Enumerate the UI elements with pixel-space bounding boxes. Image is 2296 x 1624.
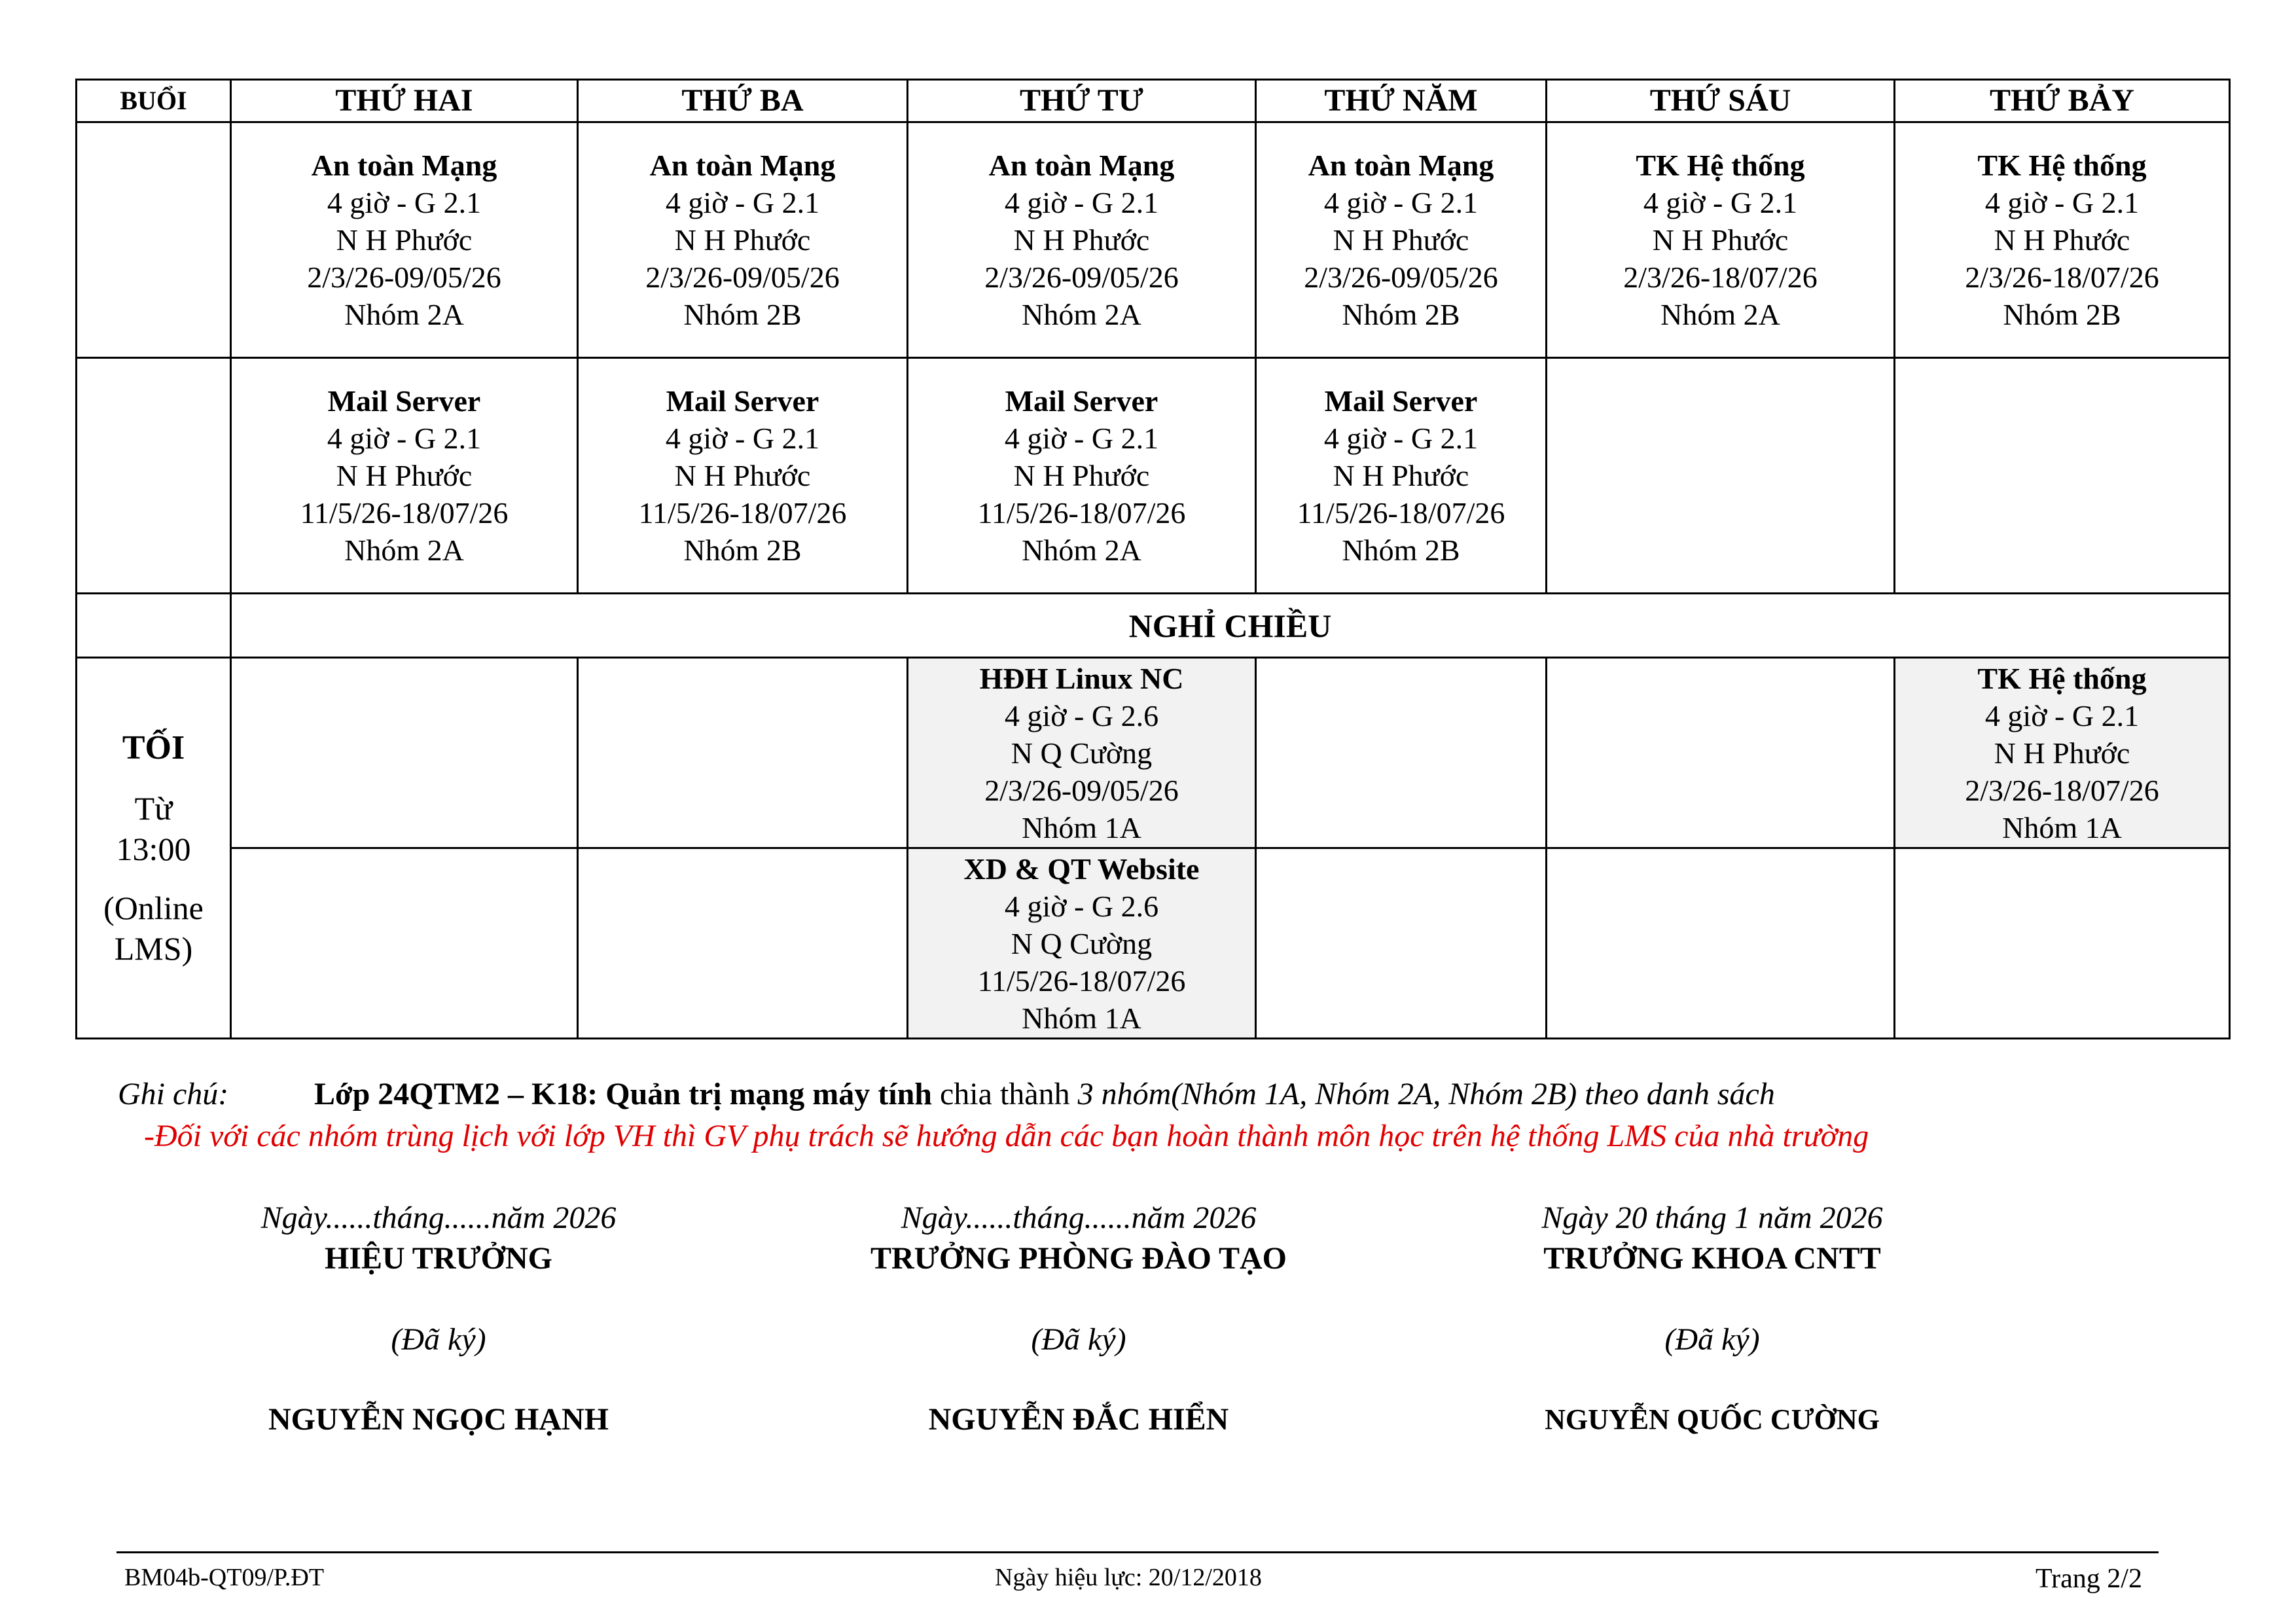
header-tuesday: THỨ BA — [578, 80, 908, 122]
form-code: BM04b-QT09/P.ĐT — [124, 1564, 325, 1591]
signature-date: Ngày......tháng......năm 2026 — [260, 1200, 617, 1235]
teacher: N H Phước — [1994, 223, 2130, 257]
signature-signed: (Đã ký) — [391, 1322, 486, 1357]
class-cell — [231, 358, 578, 594]
lms-note: -Đối với các nhóm trùng lịch với lớp VH thì GV phụ trách sẽ hướng dẫn các bạn hoàn thành môn học trên hệ thống LMS của nhà trường — [144, 1119, 1869, 1153]
subject: An toàn Mạng — [311, 149, 497, 182]
teacher: N H Phước — [336, 459, 473, 492]
effective-date: Ngày hiệu lực: 20/12/2018 — [995, 1564, 1262, 1591]
header-thursday: THỨ NĂM — [1256, 80, 1547, 122]
group: Nhóm 2B — [1342, 533, 1460, 567]
header-saturday: THỨ BẢY — [1895, 80, 2230, 122]
signature-block-faculty — [1385, 1198, 2039, 1440]
date-range: 11/5/26-18/07/26 — [300, 496, 509, 530]
teacher: N Q Cường — [1011, 926, 1153, 960]
evening-title: TỐI — [122, 729, 185, 767]
date-range: 2/3/26-09/05/26 — [1304, 261, 1498, 294]
subject: TK Hệ thống — [1977, 149, 2147, 182]
group: Nhóm 2A — [344, 298, 464, 331]
subject: An toàn Mạng — [1308, 149, 1494, 182]
class-cell — [1895, 658, 2230, 848]
subject: HĐH Linux NC — [979, 661, 1184, 695]
date-range: 2/3/26-09/05/26 — [984, 261, 1179, 294]
date-range: 2/3/26-18/07/26 — [1965, 773, 2159, 807]
notes-section — [118, 1074, 2245, 1157]
hours-room: 4 giờ - G 2.6 — [1004, 889, 1159, 923]
class-cell — [908, 122, 1256, 358]
hours-room: 4 giờ - G 2.1 — [1643, 186, 1798, 219]
hours-room: 4 giờ - G 2.1 — [1984, 186, 2140, 219]
afternoon-break-label: NGHỈ CHIỀU — [231, 594, 2230, 658]
header-friday: THỨ SÁU — [1547, 80, 1895, 122]
class-cell — [1895, 122, 2230, 358]
date-range: 11/5/26-18/07/26 — [977, 964, 1186, 998]
class-name: Lớp 24QTM2 – K18: Quản trị mạng máy tính — [314, 1077, 932, 1111]
teacher: N H Phước — [1013, 223, 1150, 257]
empty-cell — [231, 848, 578, 1039]
group: Nhóm 2A — [1022, 533, 1141, 567]
class-cell — [1547, 122, 1895, 358]
class-cell — [578, 358, 908, 594]
subject: An toàn Mạng — [988, 149, 1175, 182]
group: Nhóm 1A — [2002, 810, 2122, 844]
empty-cell — [1547, 358, 1895, 594]
evening-from: Từ — [134, 789, 173, 827]
hours-room: 4 giờ - G 2.1 — [327, 422, 482, 455]
date-range: 11/5/26-18/07/26 — [638, 496, 847, 530]
evening-lms: LMS) — [114, 929, 193, 967]
signature-signed: (Đã ký) — [1664, 1322, 1760, 1357]
group: Nhóm 2B — [683, 533, 802, 567]
morning-row-2 — [77, 358, 2230, 594]
signature-name: NGUYỄN ĐẮC HIỂN — [928, 1402, 1229, 1437]
evening-row-1 — [77, 658, 2230, 848]
class-cell — [908, 658, 1256, 848]
group: Nhóm 2B — [683, 298, 802, 331]
empty-cell — [1547, 848, 1895, 1039]
group: Nhóm 1A — [1022, 810, 1141, 844]
hours-room: 4 giờ - G 2.6 — [1004, 698, 1159, 732]
header-row — [77, 80, 2230, 122]
header-wednesday: THỨ TƯ — [908, 80, 1256, 122]
date-range: 2/3/26-18/07/26 — [1965, 261, 2159, 294]
hours-room: 4 giờ - G 2.1 — [665, 422, 820, 455]
empty-cell — [1895, 358, 2230, 594]
break-row — [77, 594, 2230, 658]
hours-room: 4 giờ - G 2.1 — [1004, 186, 1159, 219]
hours-room: 4 giờ - G 2.1 — [1984, 698, 2140, 732]
evening-session-label — [77, 658, 231, 1039]
date-range: 11/5/26-18/07/26 — [977, 496, 1186, 530]
hours-room: 4 giờ - G 2.1 — [327, 186, 482, 219]
teacher: N H Phước — [1994, 736, 2130, 770]
morning-row-1 — [77, 122, 2230, 358]
date-range: 11/5/26-18/07/26 — [1297, 496, 1505, 530]
hours-room: 4 giờ - G 2.1 — [665, 186, 820, 219]
footer-divider — [117, 1551, 2159, 1553]
group: Nhóm 2A — [1022, 298, 1141, 331]
hours-room: 4 giờ - G 2.1 — [1004, 422, 1159, 455]
date-range: 2/3/26-09/05/26 — [645, 261, 840, 294]
header-monday: THỨ HAI — [231, 80, 578, 122]
hours-room: 4 giờ - G 2.1 — [1323, 186, 1479, 219]
teacher: N H Phước — [674, 223, 811, 257]
teacher: N H Phước — [1013, 459, 1150, 492]
session-label-empty — [77, 358, 231, 594]
date-range: 2/3/26-09/05/26 — [307, 261, 501, 294]
date-range: 2/3/26-18/07/26 — [1623, 261, 1818, 294]
class-cell — [1256, 122, 1547, 358]
header-buoi: BUỔI — [77, 80, 231, 122]
subject: XD & QT Website — [963, 852, 1200, 886]
signature-name: NGUYỄN QUỐC CƯỜNG — [1545, 1403, 1880, 1435]
class-cell — [908, 848, 1256, 1039]
date-range: 2/3/26-09/05/26 — [984, 773, 1179, 807]
signature-date: Ngày......tháng......năm 2026 — [901, 1200, 1257, 1235]
empty-cell — [1547, 658, 1895, 848]
empty-cell — [578, 658, 908, 848]
teacher: N H Phước — [1333, 223, 1469, 257]
group: Nhóm 2A — [344, 533, 464, 567]
signature-block-principal — [111, 1198, 766, 1440]
teacher: N H Phước — [1652, 223, 1789, 257]
notes-line — [118, 1074, 2245, 1115]
subject: TK Hệ thống — [1977, 661, 2147, 695]
signature-role: TRƯỞNG KHOA CNTT — [1543, 1241, 1881, 1276]
signature-signed: (Đã ký) — [1031, 1322, 1126, 1357]
subject: TK Hệ thống — [1636, 149, 1805, 182]
signature-name: NGUYỄN NGỌC HẠNH — [268, 1402, 609, 1437]
empty-cell — [1256, 848, 1547, 1039]
group: Nhóm 2B — [1342, 298, 1460, 331]
group: Nhóm 2B — [2003, 298, 2121, 331]
empty-cell — [578, 848, 908, 1039]
teacher: N H Phước — [336, 223, 473, 257]
empty-cell — [231, 658, 578, 848]
split-text: chia thành — [932, 1077, 1078, 1111]
session-label-empty — [77, 594, 231, 658]
subject: Mail Server — [327, 384, 481, 418]
group: Nhóm 2A — [1660, 298, 1780, 331]
session-label-empty — [77, 122, 231, 358]
subject: Mail Server — [1324, 384, 1478, 418]
schedule-table — [75, 79, 2231, 1039]
page-number: Trang 2/2 — [2036, 1564, 2142, 1594]
class-cell — [908, 358, 1256, 594]
empty-cell — [1256, 658, 1547, 848]
hours-room: 4 giờ - G 2.1 — [1323, 422, 1479, 455]
signature-date: Ngày 20 tháng 1 năm 2026 — [1541, 1200, 1883, 1235]
evening-online: (Online — [103, 889, 204, 926]
evening-time: 13:00 — [116, 830, 191, 867]
teacher: N H Phước — [674, 459, 811, 492]
class-cell — [578, 122, 908, 358]
group: Nhóm 1A — [1022, 1001, 1141, 1035]
signature-role: TRƯỞNG PHÒNG ĐÀO TẠO — [870, 1241, 1287, 1276]
subject: Mail Server — [1005, 384, 1158, 418]
empty-cell — [1895, 848, 2230, 1039]
subject: Mail Server — [666, 384, 819, 418]
teacher: N H Phước — [1333, 459, 1469, 492]
subject: An toàn Mạng — [649, 149, 836, 182]
notes-label: Ghi chú: — [118, 1077, 229, 1111]
signature-block-training — [751, 1198, 1406, 1440]
class-cell — [231, 122, 578, 358]
signature-role: HIỆU TRƯỞNG — [324, 1241, 553, 1276]
evening-row-2 — [77, 848, 2230, 1039]
groups-text: 3 nhóm(Nhóm 1A, Nhóm 2A, Nhóm 2B) theo danh sách — [1077, 1077, 1775, 1111]
class-cell — [1256, 358, 1547, 594]
teacher: N Q Cường — [1011, 736, 1153, 770]
